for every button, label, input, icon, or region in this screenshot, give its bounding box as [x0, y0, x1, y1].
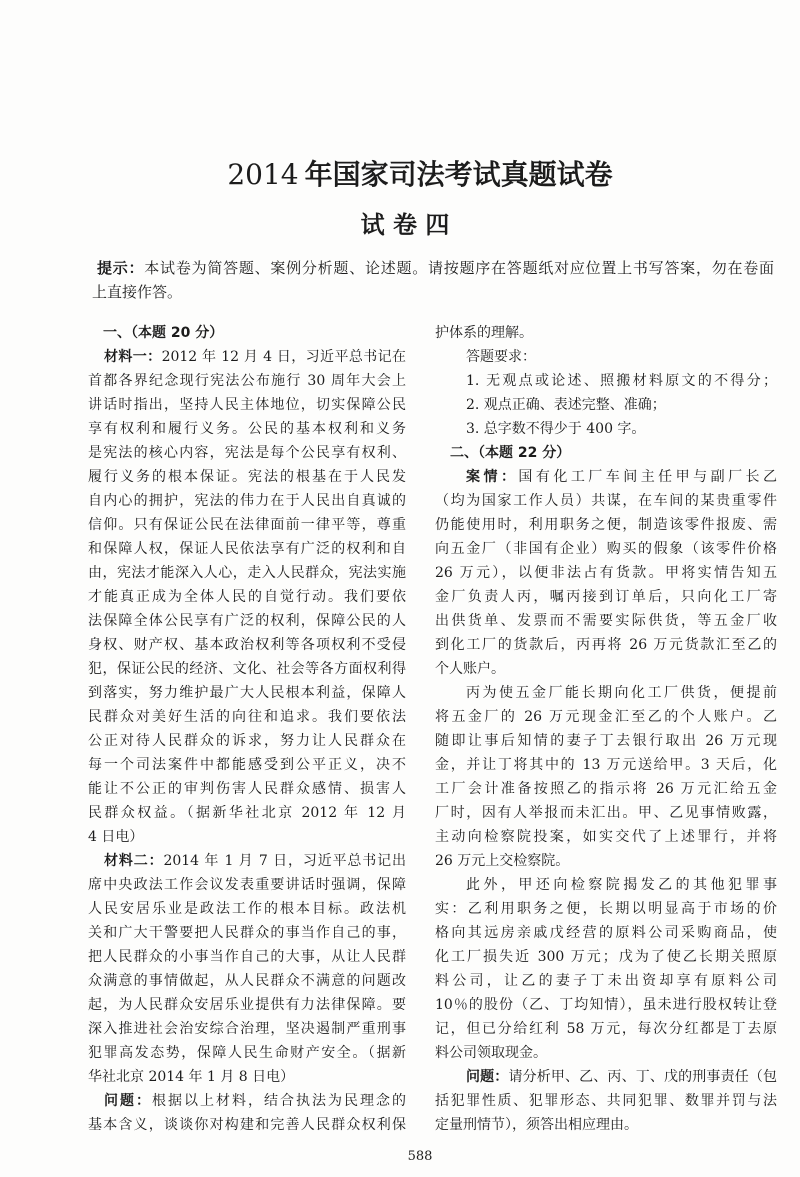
- paper-subtitle: 试 卷 四: [360, 211, 450, 239]
- left-column: [88, 321, 406, 1137]
- exam-title: [200, 156, 640, 194]
- text-line: 犯，保证公民的经济、文化、社会等各方面权利得: [88, 661, 406, 677]
- text-line: 人民安居乐业是政法工作的根本目标。政法机: [88, 901, 406, 917]
- text-line: 金厂负责人丙，嘱丙接到订单后，只向化工厂寄: [435, 589, 777, 605]
- text-line: 由，宪法才能深入人心，走入人民群众，宪法实施: [88, 565, 406, 581]
- text-line: 身权、财产权、基本政治权利等各项权利不受侵: [88, 637, 406, 653]
- text-line: 26 万元上交检察院。: [435, 853, 570, 869]
- notice-label: 提示：: [97, 259, 145, 277]
- text-line: 到落实，努力维护最广大人民根本利益，保障人: [88, 685, 406, 701]
- text-line: 料公司，让乙的妻子丁未出资却享有原料公司: [435, 973, 777, 989]
- text-line: 将五金厂的 26 万元现金汇至乙的个人账户。乙: [435, 709, 777, 725]
- question-label: 问题：: [104, 1093, 152, 1109]
- text-line: 民群众权益。（据新华社北京 2012 年 12 月: [88, 805, 406, 821]
- requirement-item: 2. 观点正确、表述完整、准确；: [466, 397, 666, 413]
- exam-title-year: 2014: [227, 158, 299, 191]
- page-number: 588: [407, 1149, 433, 1164]
- text-line: 出供货单、发票而不需要实际供货，等五金厂收: [435, 613, 777, 629]
- text-line: [435, 465, 777, 489]
- text-line: [435, 1065, 777, 1089]
- text-line: 享有权利和履行义务。公民的基本权利和义务: [88, 421, 406, 437]
- text-line: 实：乙利用职务之便，长期以明显高于市场的价: [435, 901, 777, 917]
- text-line: 护体系的理解。: [435, 325, 533, 341]
- text-line: 深入推进社会治安综合治理，坚决遏制严重刑事: [88, 1021, 406, 1037]
- text-line: 个人账户。: [435, 661, 505, 677]
- text-line: 向五金厂（非国有企业）购买的假象（该零件价格: [435, 541, 777, 557]
- text-line: 格向其远房亲戚戊经营的原料公司采购商品，使: [435, 925, 777, 941]
- text-segment: 2014 年 1 月 7 日，习近平总书记出: [163, 853, 406, 869]
- requirements-label: 答题要求：: [466, 349, 536, 365]
- case-label: 案情：: [466, 469, 519, 485]
- notice-line: 上直接作答。: [92, 283, 183, 301]
- text-line: 丙为使五金厂能长期向化工厂供货，便提前: [466, 685, 777, 701]
- text-line: 讲话时指出，坚持人民主体地位，切实保障公民: [88, 397, 406, 413]
- text-line: 公正对待人民群众的诉求，努力让人民群众在: [88, 733, 406, 749]
- material-label: 材料一：: [104, 349, 162, 365]
- text-line: 仍能使用时，利用职务之便，制造该零件报废、需: [435, 517, 777, 533]
- text-line: 是宪法的核心内容，宪法是每个公民享有权利、: [88, 445, 406, 461]
- text-line: 26 万元），以便非法占有货款。甲将实情告知五: [435, 565, 777, 581]
- text-line: 首都各界纪念现行宪法公布施行 30 周年大会上: [88, 373, 406, 389]
- text-line: 厂时，因有人举报而未汇出。甲、乙见事情败露，: [435, 805, 777, 821]
- text-line: [88, 849, 406, 873]
- text-line: 4 日电）: [88, 829, 144, 845]
- text-line: 信仰。只有保证公民在法律面前一律平等，尊重: [88, 517, 406, 533]
- text-line: 金，并让丁将其中的 13 万元送给甲。3 天后，化: [435, 757, 777, 773]
- question-label: 问题：: [466, 1069, 509, 1085]
- right-column: [435, 321, 777, 1137]
- text-segment: 根据以上材料，结合执法为民理念的: [152, 1093, 406, 1109]
- text-line: 基本含义，谈谈你对构建和完善人民群众权利保: [88, 1117, 406, 1133]
- text-line: 履行义务的根本保证。宪法的根基在于人民发: [88, 469, 406, 485]
- notice-block: [92, 256, 774, 304]
- text-segment: 2012 年 12 月 4 日，习近平总书记在: [161, 349, 406, 365]
- text-line: 自内心的拥护，宪法的伟力在于人民出自真诚的: [88, 493, 406, 509]
- text-line: [88, 345, 406, 369]
- notice-line: [92, 256, 774, 280]
- text-line: 料公司领取现金。: [435, 1045, 547, 1061]
- requirement-item: 3. 总字数不得少于 400 字。: [466, 421, 646, 437]
- text-line: 定量刑情节），须答出相应理由。: [435, 1117, 638, 1133]
- text-line: 工厂会计准备按照乙的指示将 26 万元汇给五金: [435, 781, 777, 797]
- text-line: 把人民群众的小事当作自己的大事，从让人民群: [88, 949, 406, 965]
- material-label: 材料二：: [104, 853, 164, 869]
- notice-text: 本试卷为简答题、案例分析题、论述题。请按题序在答题纸对应位置上书写答案，勿在卷面: [144, 259, 774, 277]
- text-line: 记，但已分给红利 58 万元，每次分红都是丁去原: [435, 1021, 777, 1037]
- text-line: 随即让事后知情的妻子丁去银行取出 26 万元现: [435, 733, 777, 749]
- text-line: 民群众对美好生活的向往和追求。我们要依法: [88, 709, 406, 725]
- question-heading: 二、（本题 22 分）: [450, 445, 571, 461]
- text-line: [88, 1089, 406, 1113]
- text-line: 席中央政法工作会议发表重要讲话时强调，保障: [88, 877, 406, 893]
- text-line: 众满意的事情做起，从人民群众不满意的问题改: [88, 973, 406, 989]
- text-line: 和保障人权，保证人民依法享有广泛的权利和自: [88, 541, 406, 557]
- question-heading: 一、（本题 20 分）: [103, 325, 224, 341]
- text-line: 法保障全体公民享有广泛的权利，保障公民的人: [88, 613, 406, 629]
- text-segment: 国有化工厂车间主任甲与副厂长乙: [518, 469, 777, 485]
- text-line: 关和广大干警要把人民群众的事当作自己的事，: [88, 925, 406, 941]
- text-line: 10％的股份（乙、丁均知情），虽未进行股权转让登: [435, 997, 777, 1013]
- text-line: 主动向检察院投案，如实交代了上述罪行，并将: [435, 829, 777, 845]
- text-line: 化工厂损失近 300 万元；戊为了使乙长期关照原: [435, 949, 777, 965]
- text-segment: 请分析甲、乙、丙、丁、戊的刑事责任（包: [508, 1069, 777, 1085]
- exam-title-text: 年国家司法考试真题试卷: [304, 158, 613, 191]
- text-line: 犯罪高发态势，保障人民生命财产安全。（据新: [88, 1045, 406, 1061]
- requirement-item: 1. 无观点或论述、照搬材料原文的不得分；: [466, 373, 777, 389]
- text-line: 括犯罪性质、犯罪形态、共同犯罪、数罪并罚与法: [435, 1093, 777, 1109]
- text-line: 华社北京 2014 年 1 月 8 日电）: [88, 1069, 295, 1085]
- text-line: 起，为人民群众安居乐业提供有力法律保障。要: [88, 997, 406, 1013]
- text-line: 此外，甲还向检察院揭发乙的其他犯罪事: [466, 877, 777, 893]
- text-line: （均为国家工作人员）共谋，在车间的某贵重零件: [435, 493, 777, 509]
- text-line: 每一个司法案件中都能感受到公平正义，决不: [88, 757, 406, 773]
- text-line: 才能真正成为全体人民的自觉行动。我们要依: [88, 589, 406, 605]
- text-line: 能让不公正的审判伤害人民群众感情、损害人: [88, 781, 406, 797]
- text-line: 到化工厂的货款后，丙再将 26 万元货款汇至乙的: [435, 637, 777, 653]
